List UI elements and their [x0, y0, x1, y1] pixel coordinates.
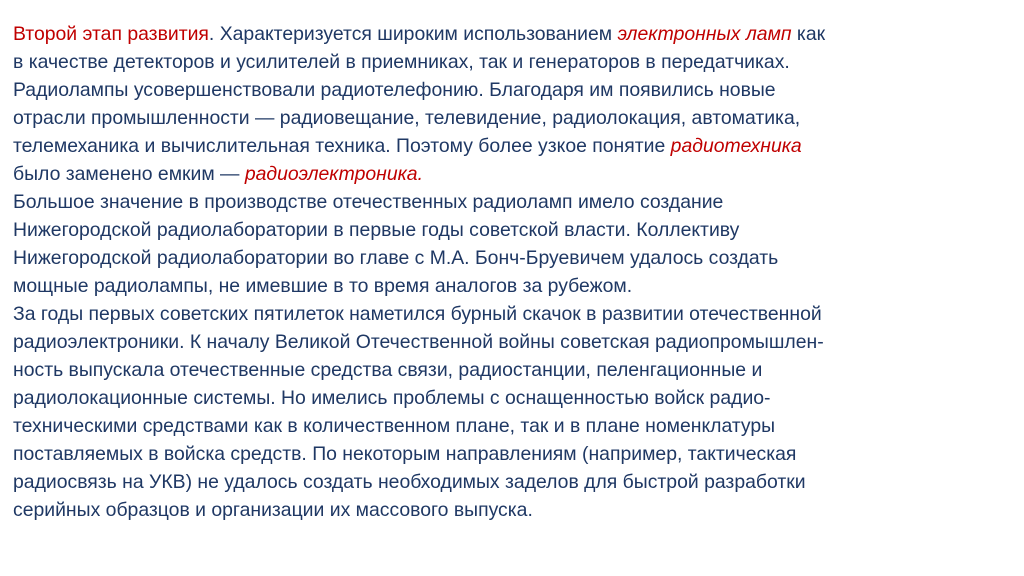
text-segment: телемеханика и вычислительная техника. Поэтому более узкое понятие — [13, 135, 671, 157]
text-segment: За годы первых советских пятилеток наметился бурный скачок в развитии отечественной — [13, 303, 822, 325]
text-segment: Большое значение в производстве отечественных радиоламп имело создание — [13, 191, 724, 213]
text-line — [13, 272, 1013, 300]
text-segment: поставляемых в войска средств. По некоторым направлениям (например, тактическая — [13, 443, 797, 465]
text-segment: серийных образцов и организации их массового выпуска. — [13, 499, 533, 521]
text-segment: радиоэлектроники. К началу Великой Отечественной войны советская радиопромышлен- — [13, 331, 824, 353]
text-line — [13, 104, 1013, 132]
text-segment: в качестве детекторов и усилителей в приемниках, так и генераторов в передатчиках. — [13, 51, 790, 73]
text-line — [13, 48, 1013, 76]
slide-text-block — [13, 20, 1013, 524]
highlighted-term: электронных ламп — [617, 23, 792, 45]
text-line — [13, 468, 1013, 496]
text-segment: Нижегородской радиолаборатории во главе с М.А. Бонч-Бруевичем удалось создать — [13, 247, 779, 269]
text-segment: Радиолампы усовершенствовали радиотелефонию. Благодаря им появились новые — [13, 79, 776, 101]
text-segment: было заменено емким — — [13, 163, 245, 185]
text-segment: ность выпускала отечественные средства связи, радиостанции, пеленгационные и — [13, 359, 763, 381]
text-line — [13, 160, 1013, 188]
text-line — [13, 244, 1013, 272]
text-segment: как — [791, 23, 826, 45]
text-segment: . Характеризуется широким использованием — [208, 23, 618, 45]
text-line — [13, 412, 1013, 440]
highlighted-term: радиоэлектроника. — [244, 163, 423, 185]
text-line — [13, 384, 1013, 412]
text-line — [13, 440, 1013, 468]
text-line — [13, 496, 1013, 524]
text-line — [13, 76, 1013, 104]
text-segment: техническими средствами как в количественном плане, так и в плане номенклатуры — [13, 415, 776, 437]
text-segment: Нижегородской радиолаборатории в первые годы советской власти. Коллективу — [13, 219, 740, 241]
text-line — [13, 216, 1013, 244]
text-segment: радиолокационные системы. Но имелись проблемы с оснащенностью войск радио- — [13, 387, 771, 409]
text-line — [13, 328, 1013, 356]
text-line — [13, 20, 1013, 48]
highlighted-term: радиотехника — [670, 135, 802, 157]
text-line — [13, 132, 1013, 160]
text-line — [13, 356, 1013, 384]
text-segment: радиосвязь на УКВ) не удалось создать необходимых заделов для быстрой разработки — [13, 471, 806, 493]
text-line — [13, 300, 1013, 328]
heading-phrase: Второй этап развития — [13, 23, 209, 45]
text-segment: отрасли промышленности — радиовещание, телевидение, радиолокация, автоматика, — [13, 107, 801, 129]
text-line — [13, 188, 1013, 216]
text-segment: мощные радиолампы, не имевшие в то время аналогов за рубежом. — [13, 275, 633, 297]
